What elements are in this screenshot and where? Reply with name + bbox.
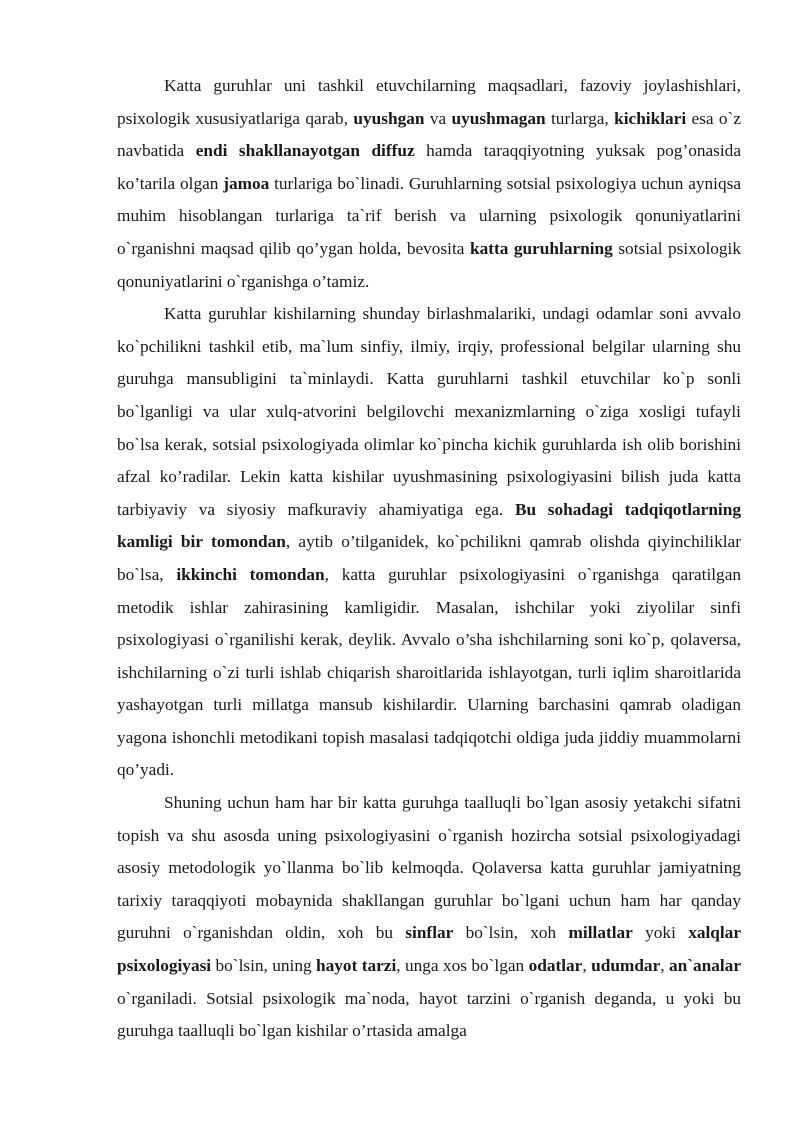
bold-term: udumdar <box>591 956 661 976</box>
bold-term: uyushgan <box>353 108 425 128</box>
bold-term: katta guruhlarning <box>469 238 613 258</box>
text-run: , unga xos bo`lgan <box>396 956 529 976</box>
bold-term: odatlar <box>528 956 583 976</box>
text-run: turlariga bo`linadi. Guruhlarning sotsial psixologiya uchun ayniqsa muhim hisoblangan turlariga ta`rif berish va ularning psixologik qonuniyatlarini o`rganishni maqsad qilib qo’ygan holda, bevosita <box>117 173 741 258</box>
text-run: Katta guruhlar uni tashkil etuvchilarning maqsadlari, fazoviy joylashishlari, psixologik xususiyatlariga qarab, <box>117 76 741 128</box>
bold-term: jamoa <box>223 173 270 193</box>
text-run: va <box>424 108 452 128</box>
text-run: bo`lsin, uning <box>211 956 317 976</box>
text-run: Katta guruhlar kishilarning shunday birlashmalariki, undagi odamlar soni avvalo ko`pchilikni tashkil etib, ma`lum sinfiy, ilmiy, irqiy, professional belgilar ularning shu guruhga mansubligini ta`minlaydi. Katta guruhlarni tashkil etuvchilar ko`p sonli bo`lganligi va ular xulq-atvorini belgilovchi mexanizmlarning o`ziga xosligi tufayli bo`lsa kerak, sotsial psixologiyada olimlar ko`pincha kichik guruhlarda ish olib borishini afzal ko’radilar. Lekin katta kishilar uyushmasining psixologiyasini bilish juda katta tarbiyaviy va siyosiy mafkuraviy ahamiyatiga ega. <box>117 304 741 519</box>
paragraph <box>117 70 741 298</box>
text-run: bo`lsin, xoh <box>453 923 569 943</box>
bold-term: millatlar <box>568 923 633 943</box>
text-run: turlarga, <box>545 108 615 128</box>
bold-term: uyushmagan <box>451 108 546 128</box>
bold-term: xalqlar psixologiyasi <box>117 923 741 976</box>
bold-term: endi shakllanayotgan diffuz <box>195 141 415 161</box>
text-run: , katta guruhlar psixologiyasini o`rganishga qaratilgan metodik ishlar zahirasining kamligidir. Masalan, ishchilar yoki ziyolilar sinfi psixologiyasi o`rganilishi kerak, deylik. Avvalo o’sha ishchilarning soni ko`p, qolaversa, ishchilarning o`zi turli ishlab chiqarish sharoitlarida ishlayotgan, turli iqlim sharoitlarida yashayotgan turli millatga mansub kishilardir. Ularning barchasini qamrab oladigan yagona ishonchli metodikani topish masalasi tadqiqotchi oldiga juda jiddiy muammolarni qo’yadi. <box>117 564 742 780</box>
text-run: sotsial psixologik qonuniyatlarini o`rganishga o’tamiz. <box>117 238 741 291</box>
bold-term: kichiklari <box>614 108 687 128</box>
bold-term: sinflar <box>405 923 454 943</box>
text-run: Shuning uchun ham har bir katta guruhga taalluqli bo`lgan asosiy yetakchi sifatni topish va shu asosda uning psixologiyasini o`rganish hozircha sotsial psixologiyadagi asosiy metodologik yo`llanma bo`lib kelmoqda. Qolaversa katta guruhlar jamiyatning tarixiy taraqqiyoti mobaynida shakllangan guruhlar bo`lgani uchun ham har qanday guruhni o`rganishdan oldin, xoh bu <box>117 793 741 943</box>
text-run: o`rganiladi. Sotsial psixologik ma`noda, hayot tarzini o`rganish deganda, u yoki bu guruhga taalluqli bo`lgan kishilar o’rtasida amalga <box>117 988 741 1041</box>
bold-term: an`analar <box>668 956 741 976</box>
text-run: , <box>582 956 592 976</box>
text-run: esa o`z navbatida <box>117 108 741 161</box>
text-run: , aytib o’tilganidek, ko`pchilikni qamrab olishda qiyinchiliklar bo`lsa, <box>117 532 741 584</box>
bold-term: Bu sohadagi tadqiqotlarning kamligi bir tomondan <box>117 499 741 552</box>
text-run: hamda taraqqiyotning yuksak pog’onasida ko’tarila olgan <box>117 141 741 193</box>
bold-term: hayot tarzi <box>316 956 397 976</box>
text-run: yoki <box>632 923 689 943</box>
text-run: , <box>660 956 669 976</box>
bold-term: ikkinchi tomondan <box>176 564 325 584</box>
paragraph <box>117 787 741 1048</box>
paragraph <box>117 298 741 787</box>
body-text <box>117 70 741 1048</box>
